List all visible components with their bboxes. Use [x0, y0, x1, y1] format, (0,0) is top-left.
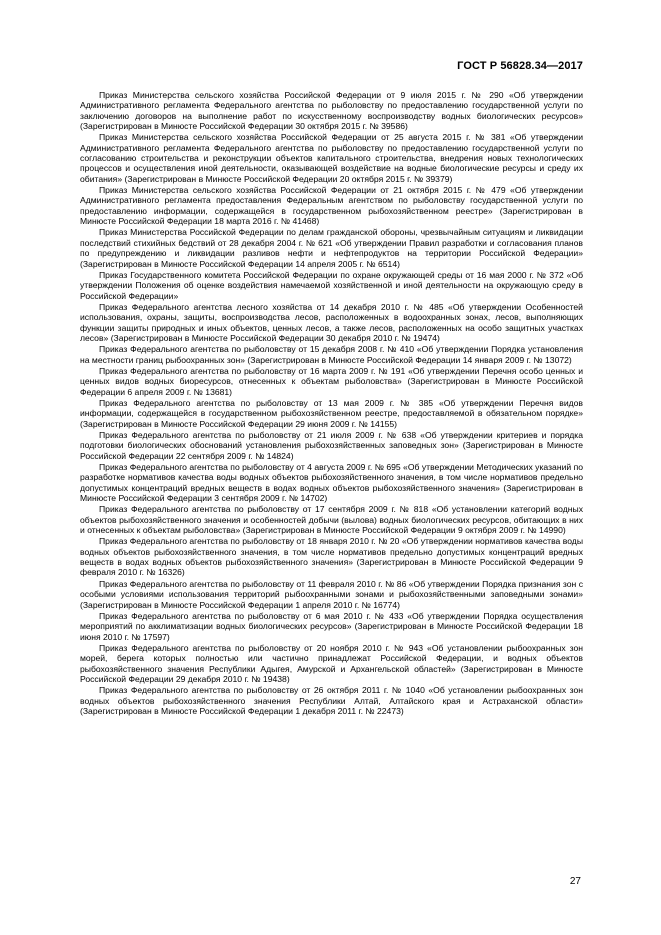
list-item: Приказ Федерального агентства по рыболовству от 15 декабря 2008 г. № 410 «Об утверждении Порядка установления на местности границ рыбоохранных зон» (Зарегистрирован в Минюсте Российской Федерации 14 января 2009 г. № 13072)	[80, 344, 583, 365]
list-item: Приказ Министерства сельского хозяйства Российской Федерации от 9 июля 2015 г. № 290 «Об утверждении Административного регламента Федерального агентства по рыболовству по предоставлению государственной услуги по заключению договоров на выполнение работ по искусственному воспроизводству водных биологических ресурсов» (Зарегистрирован в Минюсте Российской Федерации 30 октября 2015 г. № 39586)	[80, 90, 583, 132]
list-item: Приказ Федерального агентства по рыболовству от 4 августа 2009 г. № 695 «Об утверждении Методических указаний по разработке нормативов качества воды водных объектов рыбохозяйственного значения, в том числе нормативов предельно допустимых концентраций вредных веществ в водах водных объектов рыбохозяйственного значения» (Зарегистрирован в Минюсте Российской Федерации 3 сентября 2009 г. № 14702)	[80, 462, 583, 504]
list-item: Приказ Федерального агентства по рыболовству от 16 марта 2009 г. № 191 «Об утверждении Перечня особо ценных и ценных видов водных биоресурсов, отнесенных к объектам рыболовства» (Зарегистрирован в Минюсте Российской Федерации 6 апреля 2009 г. № 13681)	[80, 365, 583, 397]
list-item: Приказ Федерального агентства по рыболовству от 21 июля 2009 г. № 638 «Об утверждении критериев и порядка подготовки биологических обоснований установления рыбохозяйственных заповедных зон» (Зарегистрирован в Минюсте Российской Федерации 22 сентября 2009 г. № 14824)	[80, 430, 583, 461]
list-item: Приказ Федерального агентства по рыболовству от 20 ноября 2010 г. № 943 «Об установлении рыбоохранных зон морей, берега которых полностью или частично принадлежат Российской Федерации, и водных объектов рыбохозяйственного значения Республики Адыгея, Амурской и Архангельской областей» (Зарегистрирован в Минюсте Российской Федерации 29 декабря 2010 г. № 19438)	[80, 642, 583, 684]
document-code-header: ГОСТ Р 56828.34—2017	[457, 60, 583, 72]
list-item: Приказ Государственного комитета Российской Федерации по охране окружающей среды от 16 мая 2000 г. № 372 «Об утверждении Положения об оценке воздействия намечаемой хозяйственной и иной деятельности на окружающую среду в Российской Федерации»	[80, 269, 583, 301]
list-item: Приказ Федерального агентства по рыболовству от 26 октября 2011 г. № 1040 «Об установлении рыбоохранных зон водных объектов рыбохозяйственного значения Республики Алтай, Алтайского края и Астраханской области» (Зарегистрирован в Минюсте Российской Федерации 1 декабря 2011 г. № 22473)	[80, 685, 583, 716]
list-item: Приказ Федерального агентства по рыболовству от 17 сентября 2009 г. № 818 «Об установлении категорий водных объектов рыбохозяйственного значения и особенностей добычи (вылова) водных биологических ресурсов, обитающих в них и отнесенных к объектам рыболовства» (Зарегистрирован в Минюсте Российской Федерации 9 октября 2009 г. № 14990)	[80, 504, 583, 536]
list-item: Приказ Федерального агентства лесного хозяйства от 14 декабря 2010 г. № 485 «Об утверждении Особенностей использования, охраны, защиты, воспроизводства лесов, расположенных в водоохранных зонах, лесов, выполняющих функции защиты природных и иных объектов, ценных лесов, а также лесов, расположенных на особо защитных участках лесов» (Зарегистрирован в Минюсте Российской Федерации 30 декабря 2010 г. № 19474)	[80, 301, 583, 343]
list-item: Приказ Федерального агентства по рыболовству от 18 января 2010 г. № 20 «Об утверждении нормативов качества воды водных объектов рыбохозяйственного значения, в том числе нормативов предельно допустимых концентраций вредных веществ в водах водных объектов рыбохозяйственного значения» (Зарегистрирован в Минюсте Российской Федерации 9 февраля 2010 г. № 16326)	[80, 536, 583, 578]
list-item: Приказ Министерства Российской Федерации по делам гражданской обороны, чрезвычайным ситуациям и ликвидации последствий стихийных бедствий от 28 декабря 2004 г. № 621 «Об утверждении Правил разработки и согласования планов по предупреждению и ликвидации разливов нефти и нефтепродуктов на территории Российской Федерации» (Зарегистрирован в Минюсте Российской Федерации 14 апреля 2005 г. № 6514)	[80, 227, 583, 269]
list-item: Приказ Министерства сельского хозяйства Российской Федерации от 25 августа 2015 г. № 381 «Об утверждении Административного регламента Федерального агентства по рыболовству по предоставлению государственной услуги по согласованию строительства и реконструкции объектов капитального строительства, внедрения новых технологических процессов и осуществления иной деятельности, оказывающей воздействие на водные биологические ресурсы и среду их обитания» (Зарегистрирован в Минюсте Российской Федерации 20 октября 2015 г. № 39379)	[80, 132, 583, 184]
list-item: Приказ Федерального агентства по рыболовству от 11 февраля 2010 г. № 86 «Об утверждении Порядка признания зон с особыми условиями использования территорий рыбоохранными зонами и рыбохозяйственными заповедными зонами» (Зарегистрирован в Минюсте Российской Федерации 1 апреля 2010 г. № 16774)	[80, 578, 583, 610]
document-body	[80, 90, 583, 717]
list-item: Приказ Министерства сельского хозяйства Российской Федерации от 21 октября 2015 г. № 479 «Об утверждении Административного регламента предоставления Федеральным агентством по рыболовству государственной услуги по предоставлению информации, содержащейся в государственном рыбохозяйственном реестре» (Зарегистрирован в Минюсте Российской Федерации 18 марта 2016 г. № 41468)	[80, 185, 583, 227]
list-item: Приказ Федерального агентства по рыболовству от 6 мая 2010 г. № 433 «Об утверждении Порядка осуществления мероприятий по акклиматизации водных биологических ресурсов» (Зарегистрирован в Минюсте Российской Федерации 18 июня 2010 г. № 17597)	[80, 610, 583, 642]
page-number: 27	[569, 876, 581, 887]
list-item: Приказ Федерального агентства по рыболовству от 13 мая 2009 г. № 385 «Об утверждении Перечня видов информации, содержащейся в государственном рыбохозяйственном реестре, предоставляемой в обязательном порядке» (Зарегистрирован в Минюсте Российской Федерации 29 июня 2009 г. № 14155)	[80, 397, 583, 429]
